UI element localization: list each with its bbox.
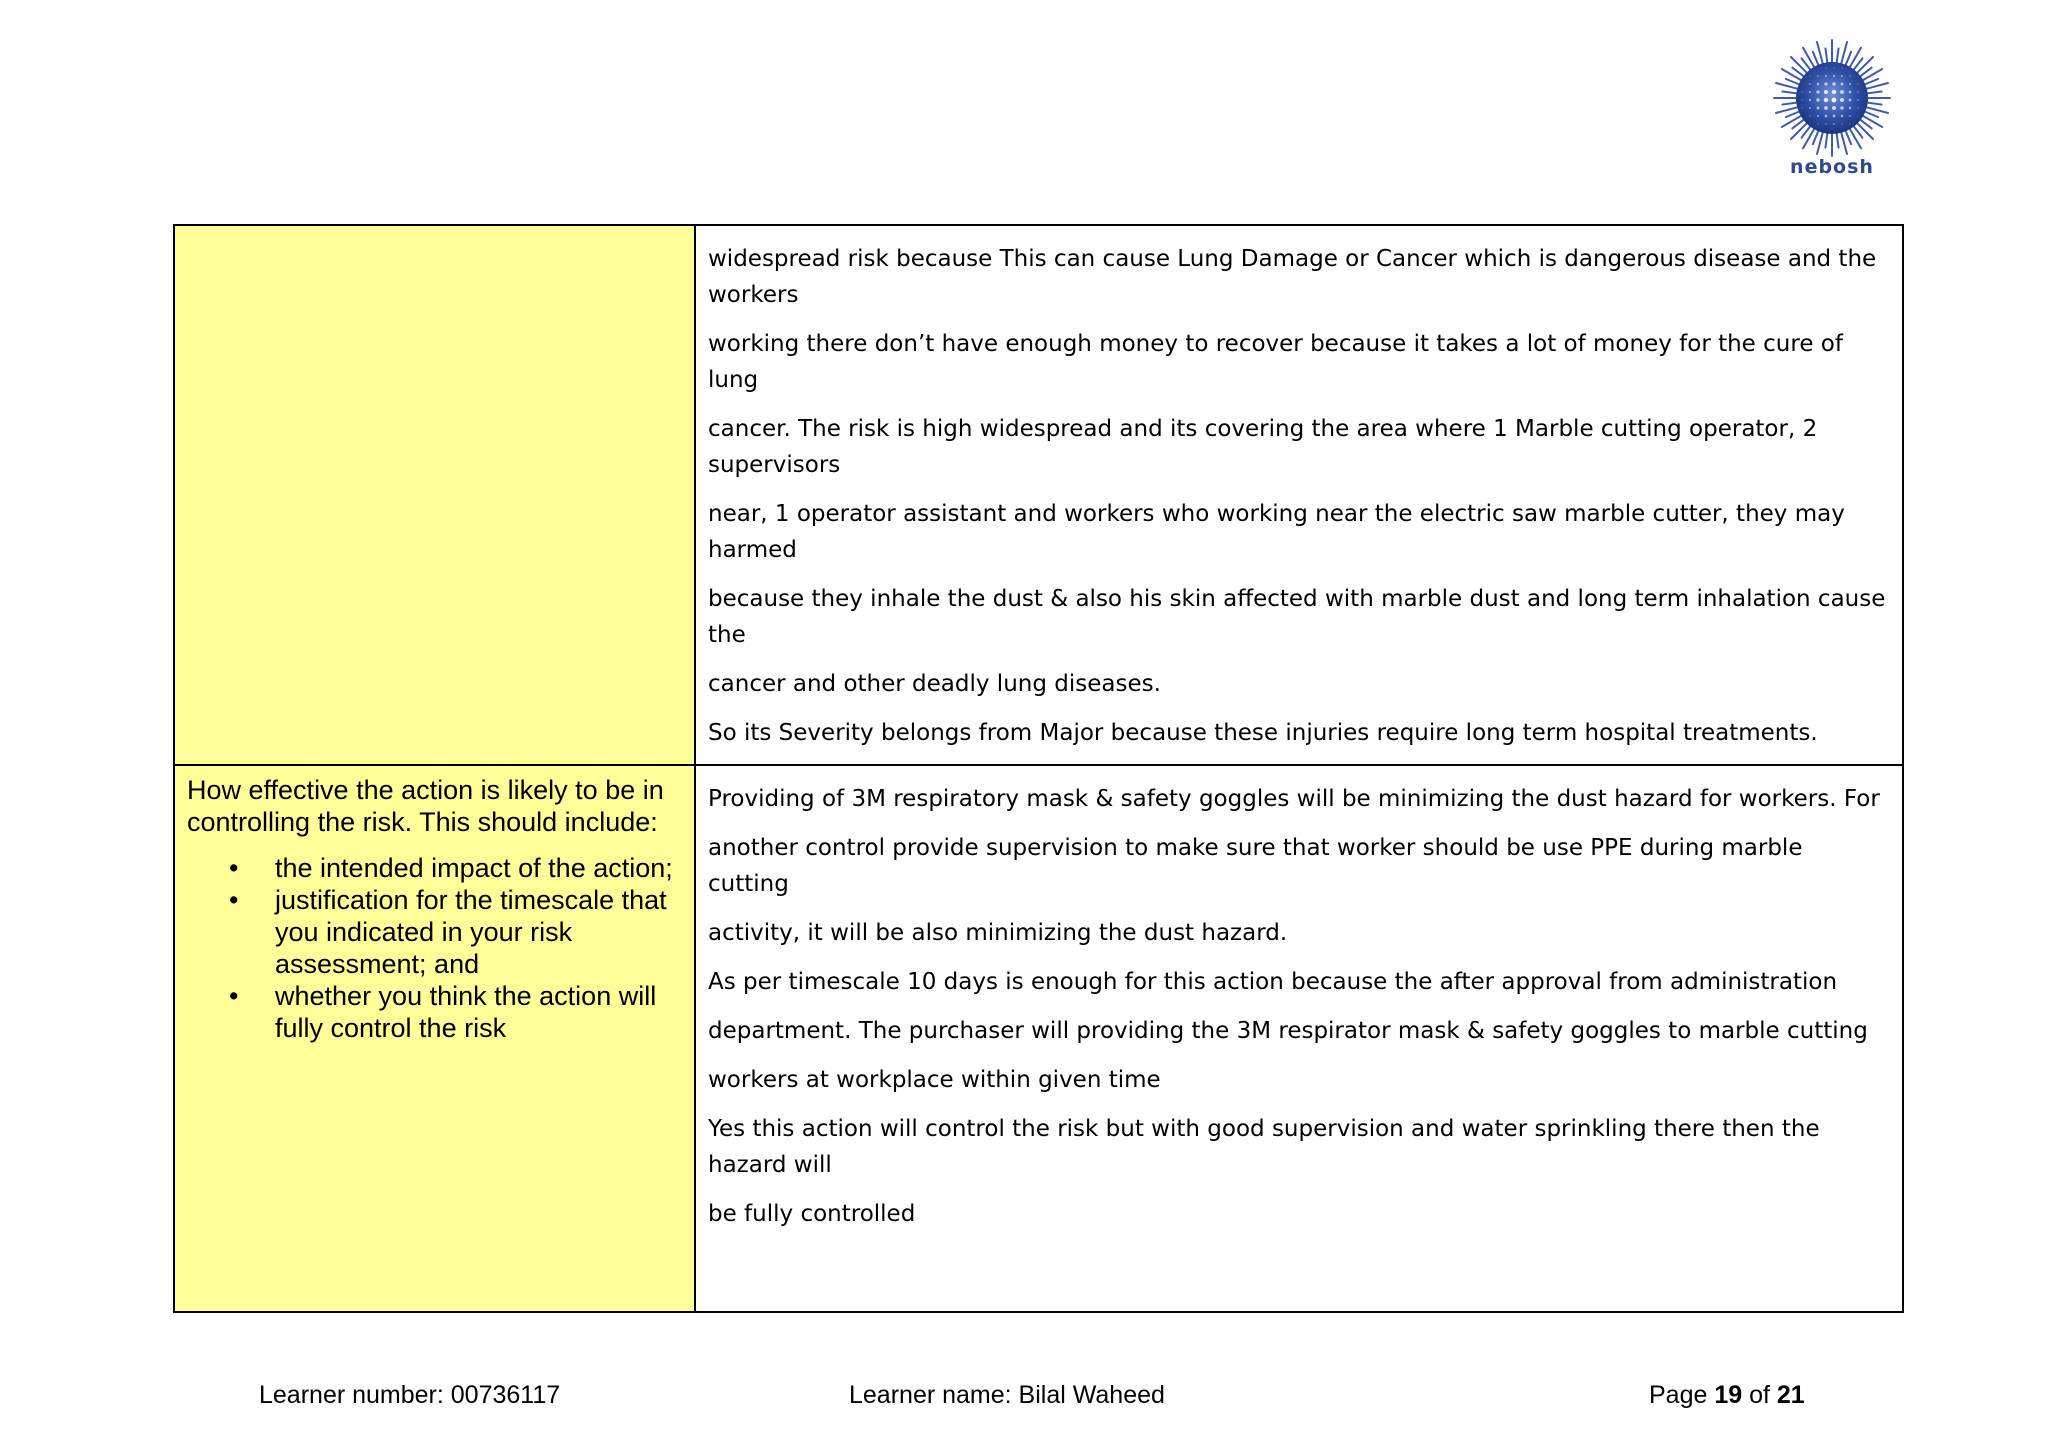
table-row xyxy=(174,225,1903,765)
question-bullet: • justification for the timescale that you indicated in your risk assessment; and xyxy=(275,884,682,980)
answer-paragraph: be fully controlled xyxy=(708,1201,916,1227)
page-current: 19 xyxy=(1714,1381,1743,1409)
question-bullet-list xyxy=(187,852,682,1044)
answer-paragraph: cancer. The risk is high widespread and its covering the area where 1 Marble cutting operator, 2 supervisors xyxy=(708,416,1818,478)
answer-paragraph: Providing of 3M respiratory mask & safety goggles will be minimizing the dust hazard for workers. For xyxy=(708,786,1880,812)
row-1-label-cell xyxy=(174,225,695,765)
answer-paragraph: activity, it will be also minimizing the dust hazard. xyxy=(708,920,1288,946)
page-total: 21 xyxy=(1776,1381,1805,1409)
answer-paragraph: So its Severity belongs from Major because these injuries require long term hospital treatments. xyxy=(708,720,1818,746)
answer-paragraph: Yes this action will control the risk but with good supervision and water sprinkling there then the hazard will xyxy=(708,1116,1820,1178)
answer-paragraph: because they inhale the dust & also his skin affected with marble dust and long term inhalation cause the xyxy=(708,586,1886,648)
page-prefix: Page xyxy=(1649,1381,1715,1409)
logo-wordmark: nebosh xyxy=(1790,156,1874,178)
row-2-label-cell xyxy=(174,765,695,1312)
answer-paragraph: As per timescale 10 days is enough for this action because the after approval from administration xyxy=(708,969,1838,995)
question-bullet: • the intended impact of the action; xyxy=(275,852,682,884)
learner-name: Learner name: Bilal Waheed xyxy=(849,1381,1165,1409)
answer-paragraph: department. The purchaser will providing the 3M respirator mask & safety goggles to marble cutting xyxy=(708,1018,1868,1044)
answer-paragraph: cancer and other deadly lung diseases. xyxy=(708,671,1161,697)
question-intro: How effective the action is likely to be in controlling the risk. This should include: xyxy=(187,775,664,837)
answer-paragraph: another control provide supervision to make sure that worker should be use PPE during marble cutting xyxy=(708,835,1803,897)
answer-paragraph: working there don’t have enough money to recover because it takes a lot of money for the cure of lung xyxy=(708,331,1843,393)
assessment-table xyxy=(173,224,1904,1313)
page-indicator xyxy=(1649,1381,1805,1410)
answer-paragraph: workers at workplace within given time xyxy=(708,1067,1161,1093)
answer-paragraph: near, 1 operator assistant and workers who working near the electric saw marble cutter, they may harmed xyxy=(708,501,1845,563)
table-row xyxy=(174,765,1903,1312)
question-bullet: • whether you think the action will fully control the risk xyxy=(275,980,682,1044)
nebosh-globe-icon xyxy=(1762,38,1902,158)
page-of: of xyxy=(1742,1381,1777,1409)
learner-number: Learner number: 00736117 xyxy=(259,1381,561,1409)
nebosh-logo xyxy=(1762,38,1902,188)
row-1-answer-cell xyxy=(695,225,1903,765)
row-2-answer-cell xyxy=(695,765,1903,1312)
answer-paragraph: widespread risk because This can cause Lung Damage or Cancer which is dangerous disease and the workers xyxy=(708,246,1877,308)
